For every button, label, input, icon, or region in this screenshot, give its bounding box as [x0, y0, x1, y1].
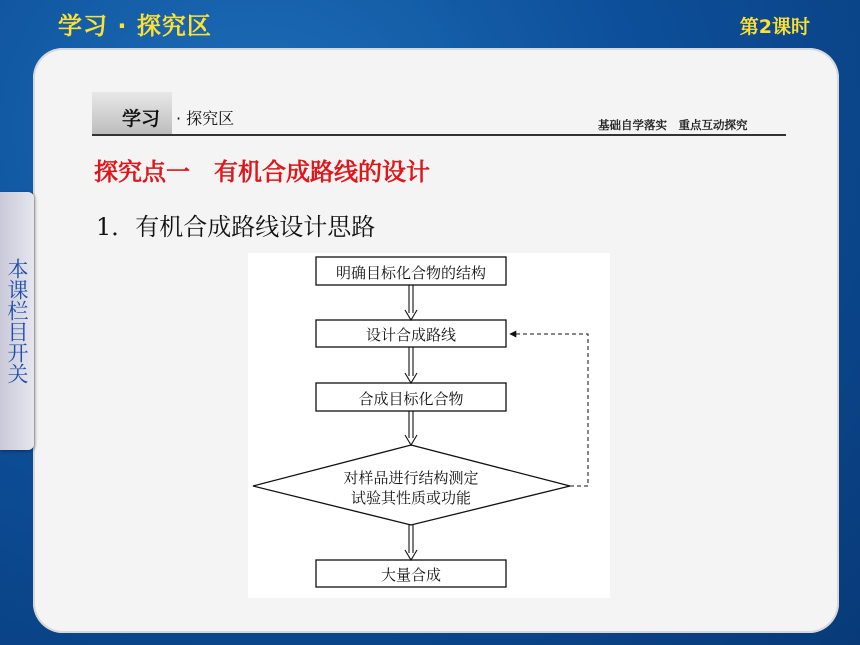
flowchart [248, 253, 610, 598]
content-header-right: 基础自学落实 重点互动探究 [598, 118, 748, 132]
side-tab-label: 本课栏目开关 [5, 258, 29, 384]
node-step3: 合成目标化合物 [358, 390, 464, 408]
node-step2: 设计合成路线 [365, 326, 456, 344]
course-section-toggle[interactable] [0, 192, 34, 450]
node-step1: 明确目标化合物的结构 [335, 264, 486, 282]
flowchart-graphics [248, 253, 610, 598]
node-decision-line2: 试验其性质或功能 [350, 489, 471, 507]
lesson-label: 第2课时 [739, 16, 810, 38]
feedback-arrow [510, 334, 588, 486]
content-header-sub: · 探究区 [176, 109, 235, 128]
top-title: 学习 · 探究区 [58, 12, 212, 40]
content-header-main: 学习 [122, 108, 161, 130]
node-decision-line1: 对样品进行结构测定 [343, 469, 479, 487]
section-title: 探究点一 有机合成路线的设计 [94, 158, 430, 186]
subsection-title: 1．有机合成路线设计思路 [96, 213, 376, 241]
node-step5: 大量合成 [380, 566, 441, 584]
header-divider [92, 134, 786, 136]
